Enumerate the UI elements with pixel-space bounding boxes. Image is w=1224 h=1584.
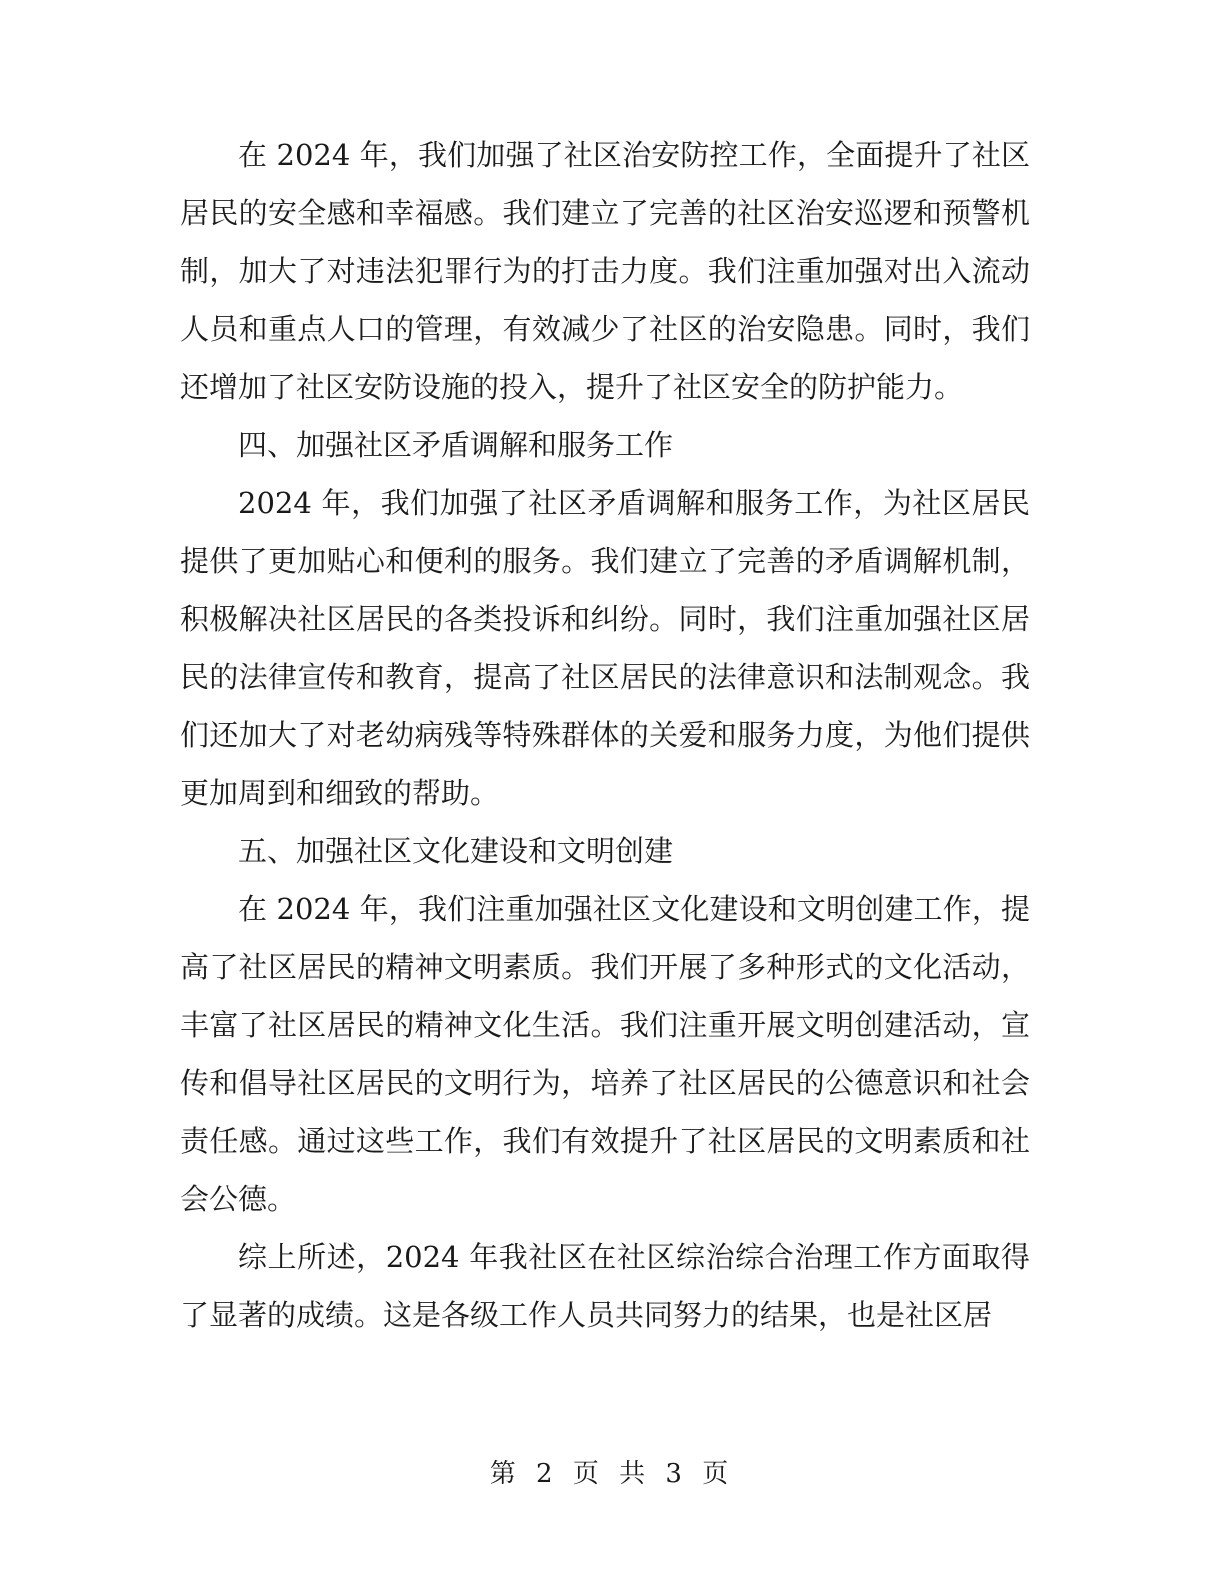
page-number-footer: 第 2 页 共 3 页 xyxy=(489,1459,735,1489)
paragraph-summary: 综上所述，2024 年我社区在社区综治综合治理工作方面取得了显著的成绩。这是各级工作人员共同努力的结果，也是社区居 xyxy=(180,1240,1030,1332)
section-heading-four: 四、加强社区矛盾调解和服务工作 xyxy=(238,428,674,462)
paragraph-mediation-service: 2024 年，我们加强了社区矛盾调解和服务工作，为社区居民提供了更加贴心和便利的服务。我们建立了完善的矛盾调解机制，积极解决社区居民的各类投诉和纠纷。同时，我们注重加强社区居民的法律宣传和教育，提高了社区居民的法律意识和法制观念。我们还加大了对老幼病残等特殊群体的关爱和服务力度，为他们提供更加周到和细致的帮助。 xyxy=(180,486,1030,810)
section-heading-five: 五、加强社区文化建设和文明创建 xyxy=(238,834,674,868)
paragraph-culture-civilization: 在 2024 年，我们注重加强社区文化建设和文明创建工作，提高了社区居民的精神文明素质。我们开展了多种形式的文化活动，丰富了社区居民的精神文化生活。我们注重开展文明创建活动，宣传和倡导社区居民的文明行为，培养了社区居民的公德意识和社会责任感。通过这些工作，我们有效提升了社区居民的文明素质和社会公德。 xyxy=(180,892,1030,1216)
document-body xyxy=(180,126,1030,1344)
paragraph-public-security: 在 2024 年，我们加强了社区治安防控工作，全面提升了社区居民的安全感和幸福感。我们建立了完善的社区治安巡逻和预警机制，加大了对违法犯罪行为的打击力度。我们注重加强对出入流动人员和重点人口的管理，有效减少了社区的治安隐患。同时，我们还增加了社区安防设施的投入，提升了社区安全的防护能力。 xyxy=(180,138,1030,404)
